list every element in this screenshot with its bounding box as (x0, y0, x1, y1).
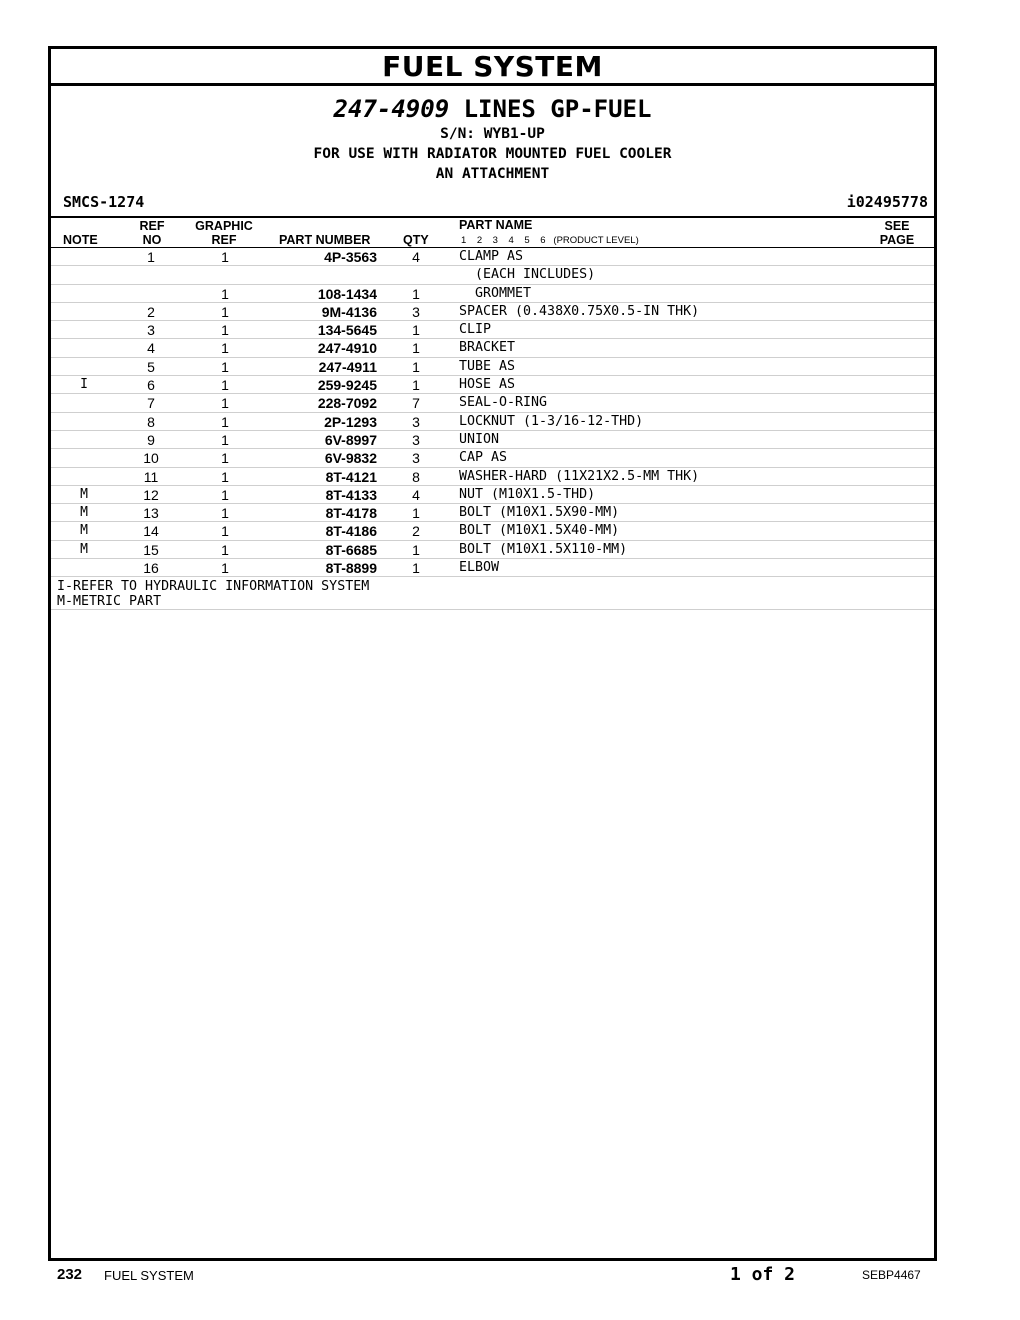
part-number-cell: 8T-6685 (325, 541, 377, 558)
graphic-ref-cell: 1 (221, 560, 229, 577)
ref-no-cell: 10 (143, 450, 159, 467)
col-graphic-top: GRAPHIC (195, 219, 253, 233)
col-part-name: PART NAME (459, 218, 533, 232)
table-row (51, 413, 934, 431)
qty-cell: 1 (412, 285, 420, 302)
ref-no-cell: 13 (143, 505, 159, 522)
graphic-ref-cell: 1 (221, 377, 229, 394)
table-row (51, 431, 934, 449)
ref-no-cell: 1 (147, 249, 155, 265)
col-ref-bottom: NO (142, 233, 162, 247)
graphic-ref-cell: 1 (221, 468, 229, 485)
graphic-ref-cell: 1 (221, 395, 229, 412)
page-of: 1 of 2 (730, 1264, 796, 1285)
table-row (51, 321, 934, 339)
part-name-cell: CAP AS (459, 450, 508, 466)
notes-block (51, 577, 934, 610)
parts-table-body (51, 248, 934, 577)
graphic-ref-cell: 1 (221, 413, 229, 430)
col-product-levels: 1 2 3 4 5 6 (PRODUCT LEVEL) (461, 235, 639, 246)
part-number-cell: 247-4910 (317, 340, 377, 357)
graphic-ref-cell: 1 (221, 285, 229, 302)
col-part-number: PART NUMBER (279, 233, 371, 247)
graphic-ref-cell: 1 (221, 505, 229, 522)
part-name-cell: LOCKNUT (1-3/16-12-THD) (459, 413, 644, 429)
part-name-cell: SEAL-O-RING (459, 395, 548, 411)
note-cell: I (80, 377, 88, 393)
graphic-ref-cell: 1 (221, 486, 229, 503)
part-name-cell: WASHER-HARD (11X21X2.5-MM THK) (459, 468, 700, 484)
part-number-cell: 8T-8899 (325, 560, 377, 577)
section-title: FUEL SYSTEM (51, 49, 934, 86)
graphic-ref-cell: 1 (221, 340, 229, 357)
part-number-cell: 8T-4178 (325, 505, 377, 522)
col-note: NOTE (63, 233, 98, 247)
col-graphic-bottom: REF (211, 233, 237, 247)
part-name-cell: BOLT (M10X1.5X90-MM) (459, 505, 620, 521)
ref-no-cell: 6 (147, 377, 155, 394)
part-number-cell: 108-1434 (317, 285, 377, 302)
table-row (51, 541, 934, 559)
part-name-cell: BOLT (M10X1.5X110-MM) (459, 541, 628, 557)
part-number-cell: 6V-9832 (324, 450, 377, 467)
illustration-id: i02495778 (846, 193, 928, 211)
table-row (51, 559, 934, 577)
graphic-ref-cell: 1 (221, 322, 229, 339)
qty-cell: 1 (412, 340, 420, 357)
qty-cell: 4 (412, 486, 420, 503)
qty-cell: 3 (412, 413, 420, 430)
col-see-bottom: PAGE (879, 233, 915, 247)
group-number: 247-4909 (333, 95, 450, 123)
attachment-note: AN ATTACHMENT (435, 166, 550, 182)
ref-no-cell: 2 (147, 303, 155, 320)
ref-no-cell: 7 (147, 395, 155, 412)
part-number-cell: 8T-4186 (325, 523, 377, 540)
col-see-top: SEE (884, 219, 910, 233)
graphic-ref-cell: 1 (221, 523, 229, 540)
part-name-cell: BRACKET (459, 340, 516, 356)
part-number-cell: 228-7092 (317, 395, 377, 412)
ref-no-cell: 9 (147, 431, 155, 448)
qty-cell: 3 (412, 431, 420, 448)
qty-cell: 1 (412, 560, 420, 577)
smcs-code: SMCS-1274 (63, 193, 145, 211)
part-name-cell: (EACH INCLUDES) (459, 267, 596, 283)
part-name-cell: UNION (459, 431, 500, 447)
qty-cell: 1 (412, 377, 420, 394)
table-row (51, 376, 934, 394)
part-name-cell: GROMMET (459, 285, 532, 301)
part-number-cell: 2P-1293 (324, 413, 377, 430)
part-number-cell: 4P-3563 (324, 249, 377, 265)
table-row (51, 486, 934, 504)
part-name-cell: BOLT (M10X1.5X40-MM) (459, 523, 620, 539)
ref-no-cell: 4 (147, 340, 155, 357)
ref-no-cell: 14 (143, 523, 159, 540)
part-name-cell: NUT (M10X1.5-THD) (459, 486, 596, 502)
note-cell: M (80, 523, 88, 539)
qty-cell: 1 (412, 505, 420, 522)
note-cell: M (80, 505, 88, 521)
ref-no-cell: 3 (147, 322, 155, 339)
part-name-cell: CLIP (459, 322, 492, 338)
table-row (51, 339, 934, 357)
table-row (51, 504, 934, 522)
graphic-ref-cell: 1 (221, 431, 229, 448)
page-footer (0, 1264, 1020, 1288)
graphic-ref-cell: 1 (221, 249, 229, 265)
qty-cell: 1 (412, 541, 420, 558)
part-number-cell: 8T-4121 (325, 468, 377, 485)
ref-no-cell: 5 (147, 358, 155, 375)
qty-cell: 4 (412, 249, 420, 265)
note-cell: M (80, 541, 88, 557)
part-number-cell: 259-9245 (317, 377, 377, 394)
part-name-cell: HOSE AS (459, 377, 516, 393)
table-row (51, 394, 934, 412)
part-name-cell: TUBE AS (459, 358, 516, 374)
doc-id: SEBP4467 (862, 1268, 921, 1282)
qty-cell: 3 (412, 303, 420, 320)
ref-no-cell: 8 (147, 413, 155, 430)
part-name-cell: ELBOW (459, 560, 500, 576)
part-name-cell: CLAMP AS (459, 249, 524, 264)
serial-range: S/N: WYB1-UP (440, 126, 545, 142)
part-number-cell: 9M-4136 (321, 303, 377, 320)
graphic-ref-cell: 1 (221, 358, 229, 375)
table-row (51, 522, 934, 540)
note-cell: M (80, 486, 88, 502)
part-number-cell: 8T-4133 (325, 486, 377, 503)
col-ref-top: REF (139, 219, 165, 233)
table-row (51, 468, 934, 486)
meta-row (51, 190, 934, 218)
graphic-ref-cell: 1 (221, 303, 229, 320)
footer-section: FUEL SYSTEM (104, 1268, 194, 1283)
ref-no-cell: 16 (143, 560, 159, 577)
page-number: 232 (57, 1266, 83, 1283)
qty-cell: 2 (412, 523, 420, 540)
ref-no-cell: 12 (143, 486, 159, 503)
qty-cell: 1 (412, 358, 420, 375)
table-row (51, 358, 934, 376)
part-number-cell: 6V-8997 (324, 431, 377, 448)
graphic-ref-cell: 1 (221, 541, 229, 558)
table-row (51, 266, 934, 284)
parts-page-frame (48, 46, 937, 1261)
qty-cell: 1 (412, 322, 420, 339)
note-line: I-REFER TO HYDRAULIC INFORMATION SYSTEM (57, 579, 370, 595)
table-row (51, 285, 934, 303)
qty-cell: 8 (412, 468, 420, 485)
part-name-cell: SPACER (0.438X0.75X0.5-IN THK) (459, 303, 700, 319)
group-name: LINES GP-FUEL (463, 95, 652, 123)
part-number-cell: 134-5645 (317, 322, 377, 339)
qty-cell: 3 (412, 450, 420, 467)
table-row (51, 303, 934, 321)
col-qty: QTY (403, 233, 429, 247)
qty-cell: 7 (412, 395, 420, 412)
ref-no-cell: 15 (143, 541, 159, 558)
table-row (51, 248, 934, 266)
graphic-ref-cell: 1 (221, 450, 229, 467)
usage-note: FOR USE WITH RADIATOR MOUNTED FUEL COOLER (313, 146, 672, 162)
table-header (51, 218, 934, 248)
group-title (51, 94, 934, 124)
part-number-cell: 247-4911 (318, 358, 377, 375)
note-line: M-METRIC PART (57, 594, 162, 610)
ref-no-cell: 11 (143, 468, 159, 485)
table-row (51, 449, 934, 467)
